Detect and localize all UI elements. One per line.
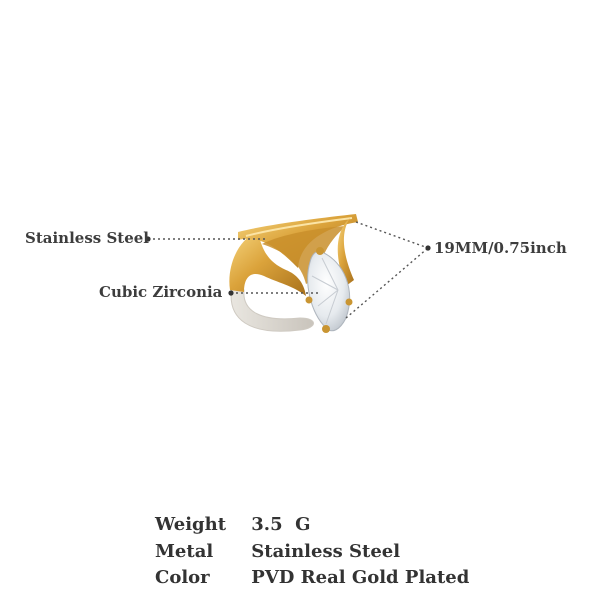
prong-left <box>306 297 313 304</box>
callout-label-material: Stainless Steel <box>25 229 149 247</box>
prong-bottom <box>322 325 330 333</box>
callout-label-size: 19MM/0.75inch <box>434 239 567 257</box>
spec-key: Color <box>155 567 210 588</box>
spec-row-color <box>155 567 469 588</box>
callout-line-size-top <box>356 222 428 248</box>
spec-key: Weight <box>155 514 227 535</box>
spec-key: Metal <box>155 541 214 562</box>
callout-dot-size <box>425 245 430 250</box>
spec-row-weight <box>155 514 311 535</box>
callout-line-size-bottom <box>346 248 428 318</box>
callout-label-stone: Cubic Zirconia <box>99 283 223 301</box>
spec-value: 3.5 G <box>251 514 311 535</box>
spec-value: Stainless Steel <box>251 541 401 562</box>
spec-value: PVD Real Gold Plated <box>251 567 470 588</box>
callout-dot-stone <box>228 290 233 295</box>
spec-row-metal <box>155 541 400 562</box>
prong-right <box>346 299 353 306</box>
prong-top <box>316 247 324 255</box>
